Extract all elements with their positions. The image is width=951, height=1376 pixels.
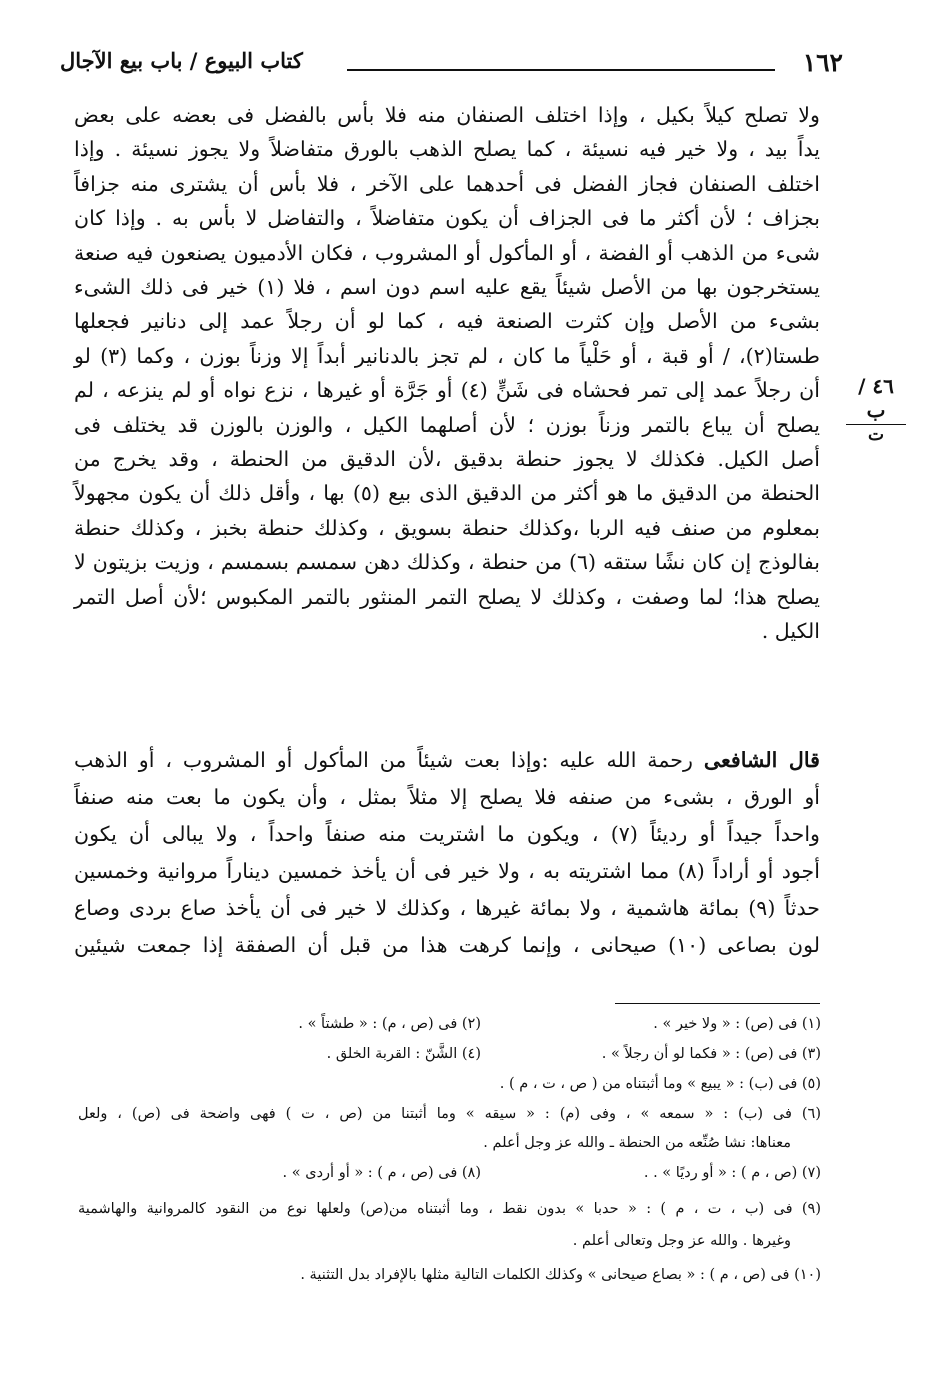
text-line: أجود أو أراداً (٨) مما اشتريته به ، ولا خير فى أن يأخذ خمسين ديناراً مروانية وخمسين xyxy=(74,859,820,883)
paragraph-2 xyxy=(74,742,820,964)
paragraph-1 xyxy=(74,98,820,649)
text-line: الكيل . xyxy=(761,619,820,644)
footnote-3: (٣) فى (ص) : « فكما لو أن رجلاً » . xyxy=(601,1046,821,1062)
text-line: حدثاً (٩) بمائة هاشمية ، ولا بمائة غيرها ، وكذلك لا خير فى أن يأخذ صاع بردى وصاع xyxy=(74,896,820,920)
footnote-7: (٧) (ص ، م ) : « أو رديًا » . . xyxy=(643,1165,821,1181)
footnote-rule xyxy=(615,1003,820,1004)
footnote-6: (٦) فى (ب) : « سمعه » ، وفى (م) : « سيقه » وما أثبتنا من (ص ، ت ) فهى واضحة فى (ص) ، ولعل xyxy=(78,1106,821,1122)
text-line: أو الورق ، بشىء من صنفه فلا يصلح إلا مثلاً بمثل ، وأن يكون ما بعت منه صنفاً xyxy=(74,785,820,809)
text-line: بمعلوم من صنف فيه الربا ،وكذلك حنطة بسويق ، وكذلك حنطة بخبز ، وكذلك حنطة xyxy=(74,515,820,540)
text-line: بشىء من الأصل وإن كثرت الصنعة فيه ، كما لو أن رجلاً عمد إلى دنانير فجعلها xyxy=(74,309,820,334)
footnote-5: (٥) فى (ب) : « يبيع » وما أثبتناه من ( ص ، ت ، م ) . xyxy=(499,1076,821,1092)
footnote-2: (٢) فى (ص ، م) : « طشتاً » . xyxy=(298,1016,481,1032)
margin-folio-note xyxy=(846,374,906,445)
text-line: شىء من الذهب أو الفضة ، أو المأكول أو المشروب ، فكان الأدميون يصنعون فيه صنعة xyxy=(74,240,820,265)
page-number: ١٦٢ xyxy=(802,48,843,77)
running-title: كتاب البيوع / باب بيع الآجال xyxy=(60,48,303,73)
text-line: الحنطة من الدقيق ما هو أكثر من الدقيق الذى بيع (٥) بها ، وأقل ذلك أن يكون مجهولاً xyxy=(74,481,820,506)
footnote-9-continued: وغيرها . والله عز وجل وتعالى أعلم . xyxy=(572,1233,791,1249)
text-line: طستا(٢)، / أو قبة ، أو حَلْياً ما كان ، لم تجز بالدنانير أبداً إلا وزناً بوزن ، وكما (٣) لو xyxy=(74,343,820,368)
footnote-4: (٤) الشَّنّ : القربة الخلق . xyxy=(326,1046,481,1062)
text-line: أصل الكيل. فكذلك لا يجوز حنطة بدقيق ،لأن الدقيق من الحنطة ، وقد يخرج من xyxy=(74,447,820,472)
text-line: بفالوذج إن كان نشًا ستقه (٦) من حنطة ، وكذلك دهن سمسم بسمسم ، وزيت بزيتون لا xyxy=(74,550,820,575)
text-line: أن رجلاً عمد إلى تمر فحشاه فى شَنٍّ (٤) أو جَرَّة أو غيرها ، نزع نواه أو لم ينزعه ، لم xyxy=(74,378,820,403)
text-line: يداً بيد ، ولا خير فيه نسيئة ، كما يصلح الذهب بالورق متفاضلاً ولا يجوز نسيئة . وإذا xyxy=(74,137,820,162)
text-line-rest: رحمة الله عليه :وإذا بعت شيئاً من المأكول أو المشروب ، أو الذهب xyxy=(74,748,693,772)
footnote-8: (٨) فى (ص ، م ) : « أو أردى » . xyxy=(282,1165,481,1181)
footnote-6-continued: معناها: نشا صُنِّعه من الحنطة ـ والله عز وجل أعلم . xyxy=(483,1135,791,1151)
footnote-10: (١٠) فى (ص ، م ) : « بصاع صيحانى » وكذلك الكلمات التالية مثلها بالإفراد بدل التثنية . xyxy=(300,1267,821,1283)
text-line: ولا تصلح كيلاً بكيل ، وإذا اختلف الصنفان منه فلا بأس بالفضل فى بعضه على بعض xyxy=(74,103,820,127)
text-line: واحداً جيداً أو رديئاً (٧) ، ويكون ما اشتريت منه صنفاً واحداً ، ولا يبالى أن يكون xyxy=(74,822,820,846)
speaker-name: قال الشافعى xyxy=(703,748,820,772)
footnote-1: (١) فى (ص) : « ولا خير » . xyxy=(653,1016,821,1032)
text-line: لون بصاعى (١٠) صيحانى ، وإنما كرهت هذا من قبل أن الصفقة إذا جمعت شيئين xyxy=(74,933,820,957)
header-rule xyxy=(347,69,775,71)
text-line: اختلف الصنفان فجاز الفضل فى أحدهما على الآخر ، فلا بأس أن يشترى منه جزافاً xyxy=(74,171,820,196)
margin-folio: ٤٦ / ب xyxy=(846,374,906,425)
margin-siglum: ت xyxy=(867,425,884,445)
footnote-9: (٩) فى (ب ، ت ، م ) : « حدبا » بدون نقط ، وما أثبتناه من(ص) ولعلها نوع من النقود كالمروانية والهاشمية xyxy=(78,1201,821,1217)
text-line xyxy=(74,742,820,779)
text-line: يصلح هذا؛ لما وصفت ، وكذلك لا يصلح التمر المنثور بالتمر المكبوس ؛لأن أصل التمر xyxy=(74,584,820,609)
text-line: يستخرجون بها من الأصل شيئاً يقع عليه اسم دون اسم ، فلا (١) خير فى ذلك الشىء xyxy=(74,275,820,300)
text-line: يصلح أن يباع بالتمر وزناً بوزن ؛ لأن أصلهما الكيل ، والوزن بالوزن قد يختلف فى xyxy=(74,412,820,437)
text-line: بجزاف ؛ لأن أكثر ما فى الجزاف أن يكون متفاضلاً ، والتفاضل لا بأس به . وإذا كان xyxy=(74,206,820,231)
